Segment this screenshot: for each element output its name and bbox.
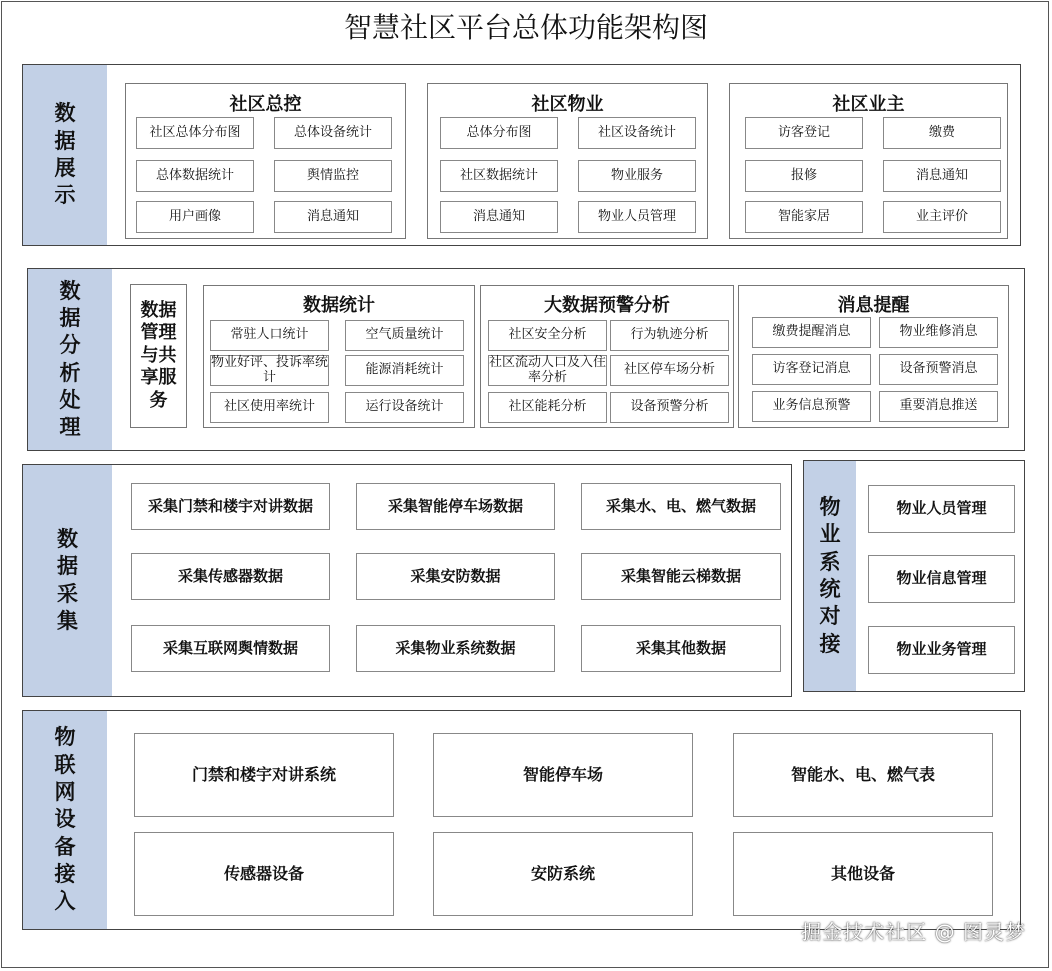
tier-collection-label: 数据采集 xyxy=(23,465,112,696)
group-panel xyxy=(480,285,734,428)
analysis-item: 社区安全分析 xyxy=(488,320,607,351)
display-item: 访客登记 xyxy=(745,117,863,149)
collection-item: 采集其他数据 xyxy=(581,625,781,672)
analysis-item: 缴费提醒消息 xyxy=(752,317,871,348)
display-item: 物业人员管理 xyxy=(578,201,696,233)
display-item: 社区设备统计 xyxy=(578,117,696,149)
collection-item: 采集智能停车场数据 xyxy=(356,483,555,530)
data-sharing-box: 数据管理与共享服务 xyxy=(130,284,187,428)
tier-analysis-label: 数据分析处理 xyxy=(28,269,112,450)
tier-property-label: 物业系统对接 xyxy=(804,461,856,691)
display-item: 社区总体分布图 xyxy=(136,117,254,149)
analysis-item: 重要消息推送 xyxy=(879,391,998,422)
analysis-item: 运行设备统计 xyxy=(345,392,464,423)
analysis-item: 社区停车场分析 xyxy=(610,355,729,386)
group-panel xyxy=(729,83,1008,239)
display-item: 消息通知 xyxy=(274,201,392,233)
collection-item: 采集门禁和楼宇对讲数据 xyxy=(131,483,330,530)
analysis-item: 物业维修消息 xyxy=(879,317,998,348)
display-item: 舆情监控 xyxy=(274,160,392,192)
tier-display-label: 数据展示 xyxy=(23,65,107,245)
group-panel xyxy=(125,83,406,239)
iot-item: 智能停车场 xyxy=(433,733,693,817)
display-item: 社区数据统计 xyxy=(440,160,558,192)
analysis-item: 设备预警消息 xyxy=(879,354,998,385)
property-item: 物业业务管理 xyxy=(868,626,1015,674)
analysis-item: 业务信息预警 xyxy=(752,391,871,422)
display-item: 智能家居 xyxy=(745,201,863,233)
iot-item: 其他设备 xyxy=(733,832,993,916)
analysis-item: 访客登记消息 xyxy=(752,354,871,385)
collection-item: 采集水、电、燃气数据 xyxy=(581,483,781,530)
display-item: 物业服务 xyxy=(578,160,696,192)
display-item: 总体分布图 xyxy=(440,117,558,149)
analysis-item: 社区流动人口及入住率分析 xyxy=(489,354,607,385)
display-item: 业主评价 xyxy=(883,201,1001,233)
watermark: 掘金技术社区 @ 图灵梦 xyxy=(801,920,1026,944)
analysis-item: 行为轨迹分析 xyxy=(610,320,729,351)
diagram-title: 智慧社区平台总体功能架构图 xyxy=(343,11,708,44)
analysis-item: 社区使用率统计 xyxy=(210,392,329,423)
display-item: 用户画像 xyxy=(136,201,254,233)
collection-item: 采集安防数据 xyxy=(356,553,555,600)
group-panel xyxy=(203,285,475,428)
group-panel xyxy=(738,285,1009,428)
iot-item: 传感器设备 xyxy=(134,832,394,916)
analysis-item: 常驻人口统计 xyxy=(210,320,329,351)
collection-item: 采集传感器数据 xyxy=(131,553,330,600)
display-item: 总体设备统计 xyxy=(274,117,392,149)
property-item: 物业信息管理 xyxy=(868,555,1015,603)
group-panel xyxy=(427,83,708,239)
analysis-item: 设备预警分析 xyxy=(610,392,729,423)
group-title: 消息提醒 xyxy=(837,295,910,316)
group-title: 社区业主 xyxy=(832,94,905,115)
analysis-item: 社区能耗分析 xyxy=(488,392,607,423)
collection-item: 采集智能云梯数据 xyxy=(581,553,781,600)
iot-item: 门禁和楼宇对讲系统 xyxy=(134,733,394,817)
tier-iot-label: 物联网设备接入 xyxy=(23,711,107,929)
iot-item: 安防系统 xyxy=(433,832,693,916)
display-item: 消息通知 xyxy=(440,201,558,233)
group-title: 大数据预警分析 xyxy=(544,295,670,316)
display-item: 总体数据统计 xyxy=(136,160,254,192)
analysis-item: 能源消耗统计 xyxy=(345,355,464,386)
analysis-item: 空气质量统计 xyxy=(345,320,464,351)
group-title: 社区总控 xyxy=(229,94,302,115)
iot-item: 智能水、电、燃气表 xyxy=(733,733,993,817)
display-item: 缴费 xyxy=(883,117,1001,149)
group-title: 社区物业 xyxy=(531,94,604,115)
analysis-item: 物业好评、投诉率统计 xyxy=(211,354,329,385)
collection-item: 采集物业系统数据 xyxy=(356,625,555,672)
group-title: 数据统计 xyxy=(303,295,375,316)
collection-item: 采集互联网舆情数据 xyxy=(131,625,330,672)
display-item: 报修 xyxy=(745,160,863,192)
property-item: 物业人员管理 xyxy=(868,485,1015,533)
display-item: 消息通知 xyxy=(883,160,1001,192)
